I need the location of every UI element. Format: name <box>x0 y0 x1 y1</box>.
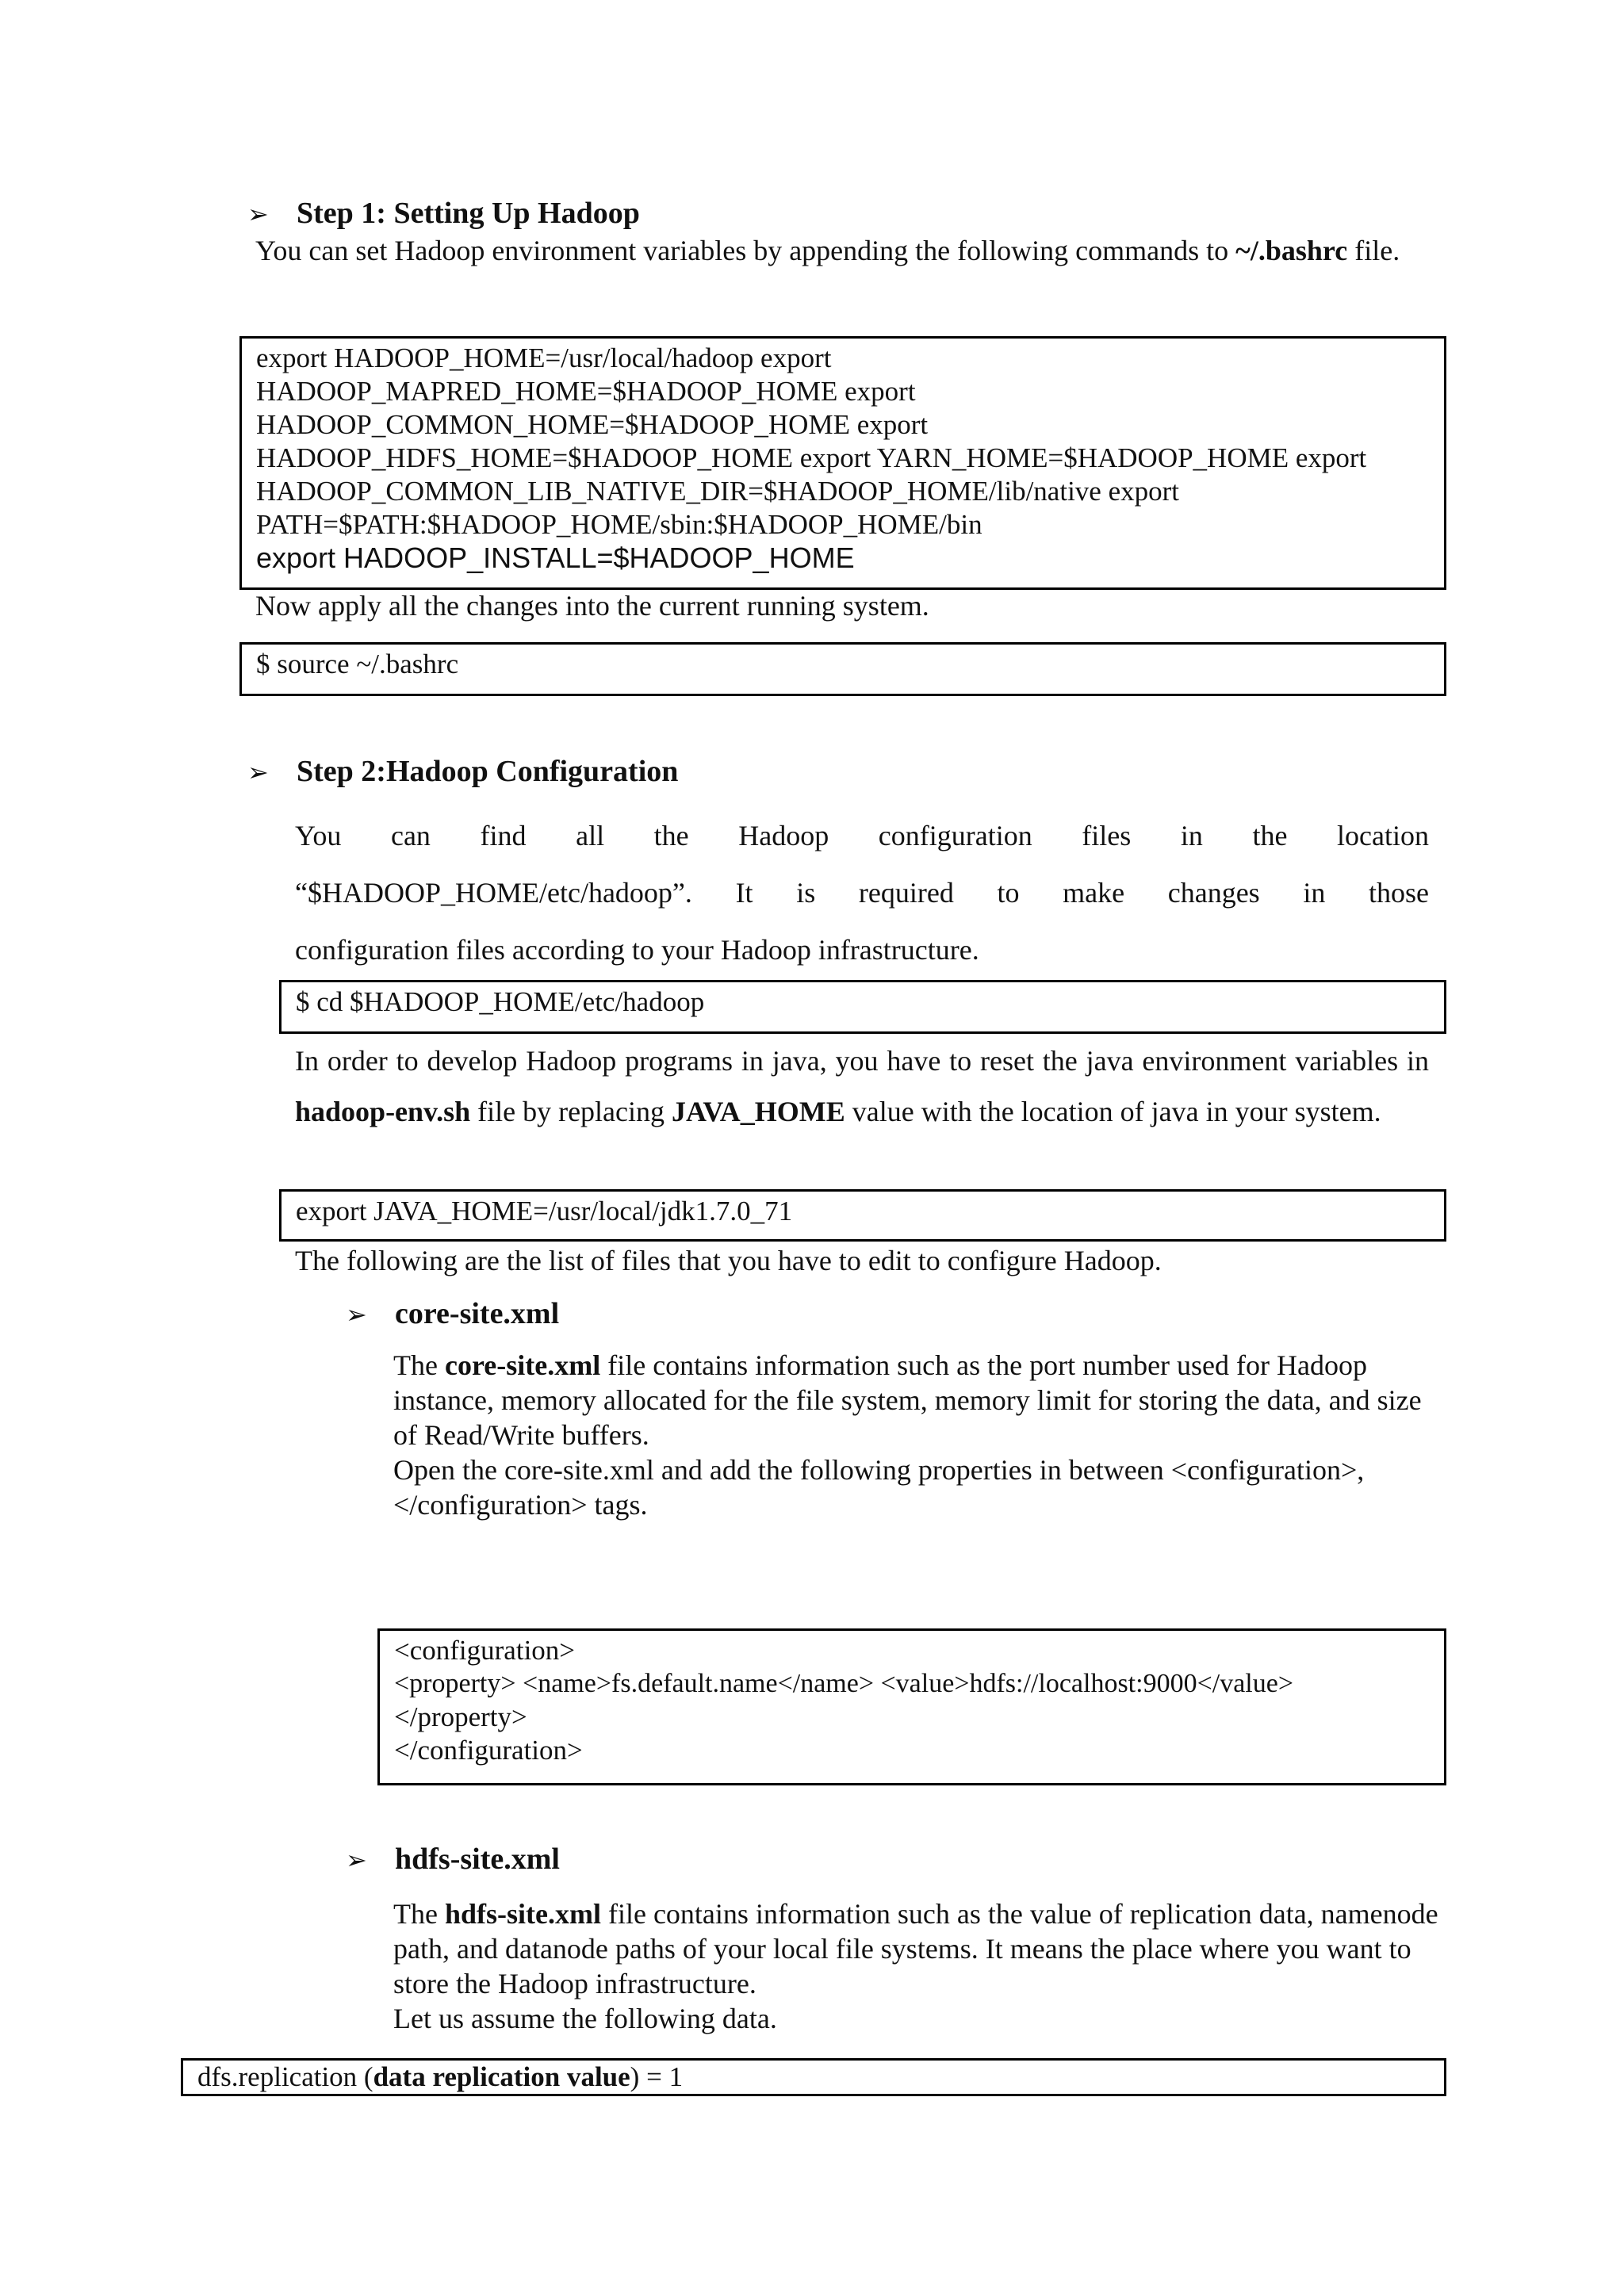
code-line: HADOOP_COMMON_HOME=$HADOOP_HOME export <box>256 409 929 440</box>
step2-para-line2: “$HADOOP_HOME/etc/hadoop”. It is required to make changes in those <box>295 877 1429 909</box>
core-site-open-text: Open the core-site.xml and add the following properties in between <configuration>, </configuration> tags. <box>393 1454 1365 1521</box>
step1-intro <box>255 222 1429 279</box>
java-home-command: export JAVA_HOME=/usr/local/jdk1.7.0_71 <box>296 1196 793 1226</box>
xml-line: </property> <box>394 1701 527 1732</box>
hdfs-site-desc-end: file contains information such as the value of replication data, namenode path, and datanode paths of your local file systems. It means the place where you want to store the Hadoop infrastructure. <box>393 1898 1438 1999</box>
java-env-paragraph <box>295 1035 1429 1137</box>
code-line: HADOOP_MAPRED_HOME=$HADOOP_HOME export <box>256 376 916 407</box>
replication-value: ) = 1 <box>630 2061 684 2092</box>
step1-heading-text: Step 1: Setting Up Hadoop <box>297 197 640 230</box>
java-env-text: In order to develop Hadoop programs in java, you have to reset the java environment variables in <box>295 1045 1429 1077</box>
replication-line <box>197 2061 1430 2094</box>
java-home-name: JAVA_HOME <box>672 1096 845 1127</box>
files-list-intro: The following are the list of files that you have to edit to configure Hadoop. <box>295 1245 1162 1276</box>
xml-line: <property> <name>fs.default.name</name> <value>hdfs://localhost:9000</value> <box>394 1669 1294 1698</box>
bullet-arrow-icon: ➢ <box>346 1845 367 1875</box>
source-command-box <box>239 642 1446 696</box>
replication-label: data replication value <box>373 2061 630 2092</box>
cd-command: $ cd $HADOOP_HOME/etc/hadoop <box>296 986 705 1017</box>
cd-command-box <box>279 980 1446 1034</box>
apply-changes-text: Now apply all the changes into the current running system. <box>255 590 929 622</box>
core-site-heading <box>346 1295 559 1333</box>
step2-heading-text: Step 2:Hadoop Configuration <box>297 755 679 788</box>
java-env-text-end: value with the location of java in your system. <box>845 1096 1381 1127</box>
replication-box <box>181 2058 1446 2096</box>
bullet-arrow-icon: ➢ <box>247 199 269 229</box>
replication-key: dfs.replication ( <box>197 2061 373 2092</box>
bashrc-file-name: ~/.bashrc <box>1235 235 1348 266</box>
code-line: PATH=$PATH:$HADOOP_HOME/sbin:$HADOOP_HOME/bin <box>256 509 982 540</box>
bullet-arrow-icon: ➢ <box>247 757 269 787</box>
xml-line: <configuration> <box>394 1635 576 1666</box>
hdfs-site-description <box>393 1896 1440 2036</box>
code-line: export HADOOP_INSTALL=$HADOOP_HOME <box>256 541 855 574</box>
step1-intro-text: You can set Hadoop environment variables by appending the following commands to <box>255 235 1236 266</box>
assume-data-text: Let us assume the following data. <box>393 2003 777 2034</box>
hdfs-site-heading-text: hdfs-site.xml <box>395 1843 560 1876</box>
hdfs-site-file-name: hdfs-site.xml <box>444 1898 601 1930</box>
core-site-description <box>393 1348 1440 1522</box>
step2-heading <box>247 753 678 790</box>
step2-para-line3: configuration files according to your Hadoop infrastructure. <box>295 934 979 966</box>
java-env-text-mid: file by replacing <box>470 1096 672 1127</box>
core-site-file-name: core-site.xml <box>444 1349 601 1381</box>
code-line: export HADOOP_HOME=/usr/local/hadoop export <box>256 342 832 373</box>
xml-line: </configuration> <box>394 1735 583 1766</box>
step1-intro-end: file. <box>1347 235 1400 266</box>
source-command: $ source ~/.bashrc <box>256 649 459 679</box>
code-line: HADOOP_HDFS_HOME=$HADOOP_HOME export YARN_HOME=$HADOOP_HOME export <box>256 442 1367 473</box>
core-site-desc-text: The <box>393 1349 445 1381</box>
hdfs-site-desc-text: The <box>393 1898 445 1930</box>
java-home-command-box <box>279 1189 1446 1242</box>
core-site-xml-box <box>377 1628 1446 1785</box>
core-site-desc-end: file contains information such as the port number used for Hadoop instance, memory allocated for the file system, memory limit for storing the data, and size of Read/Write buffers. <box>393 1349 1422 1451</box>
core-site-heading-text: core-site.xml <box>395 1297 560 1330</box>
bullet-arrow-icon: ➢ <box>346 1299 367 1330</box>
step2-para-line1: You can find all the Hadoop configuration files in the location <box>295 820 1429 851</box>
code-line: HADOOP_COMMON_LIB_NATIVE_DIR=$HADOOP_HOME/lib/native export <box>256 476 1179 507</box>
hdfs-site-heading <box>346 1841 560 1878</box>
step2-paragraph <box>295 807 1429 978</box>
env-vars-code-box <box>239 336 1446 590</box>
hadoop-env-file-name: hadoop-env.sh <box>295 1096 471 1127</box>
